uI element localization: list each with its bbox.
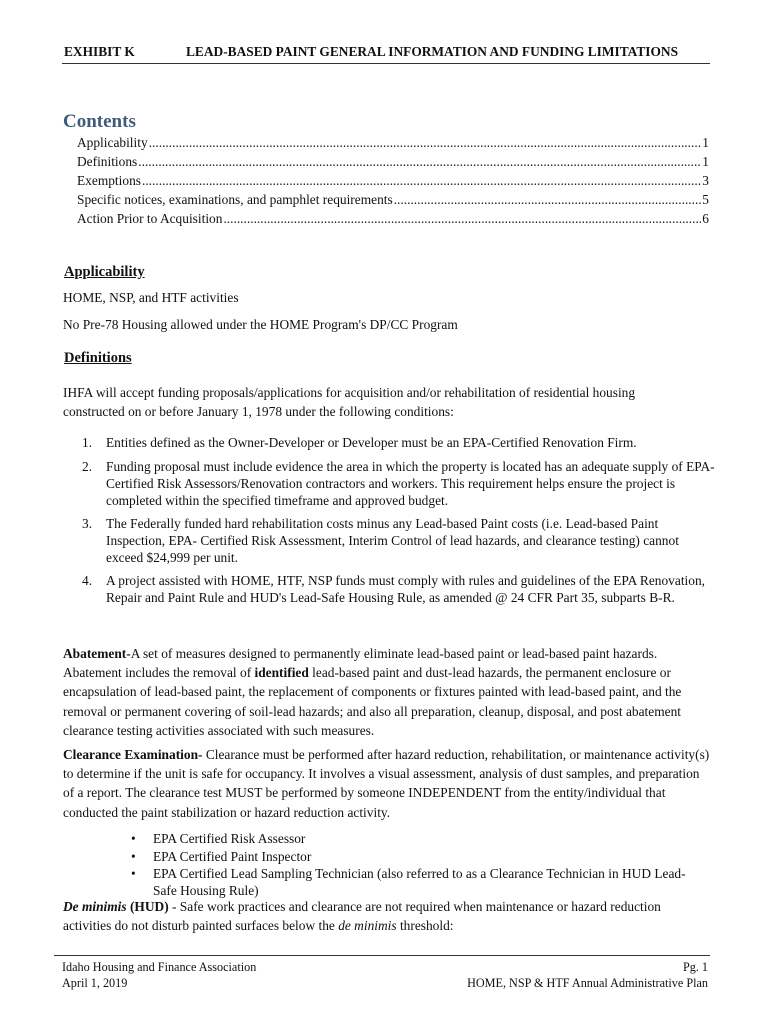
toc-leader [149,135,702,151]
toc-label: Applicability [77,135,148,150]
condition-text: The Federally funded hard rehabilitation costs minus any Lead-based Paint costs (i.e. Lead-based Paint Inspection, EPA- Certified Risk Assessment, Interim Control of lead hazards, and clearance testing) cannot exceed $24,999 per unit. [106,516,679,565]
deminimis-italic: de minimis [338,918,397,933]
bullet-text: EPA Certified Lead Sampling Technician (also referred to as a Clearance Technician in HUD Lead-Safe Housing Rule) [153,866,686,898]
condition-text: Funding proposal must include evidence the area in which the property is located has an adequate supply of EPA-Certified Risk Assessors/Renovation contractors and workers. This requirement helps ensure the project is completed within the specified timeframe and approved budget. [106,459,715,508]
applicability-line-2: No Pre-78 Housing allowed under the HOME Program's DP/CC Program [63,317,458,332]
toc-page: 1 [702,154,709,169]
abatement-text-b: lead-based paint and dust-lead hazards, the permanent enclosure or encapsulation of lead-based paint, the replacement of components or fixtures painted with lead-based paint, and the removal or permanent covering of soil-lead hazards; and also all preparation, cleanup, disposal, and post abatement clearance testing activities associated with such measures. [63,665,682,738]
footer-date: April 1, 2019 [62,976,128,990]
applicability-line-1: HOME, NSP, and HTF activities [63,290,239,305]
toc-leader [138,154,701,170]
toc-entry-exemptions[interactable] [77,173,709,191]
abatement-text-a: A set of measures designed to permanently eliminate lead-based paint or lead-based paint hazards. Abatement includes the removal of [63,646,658,681]
bullet-icon: • [131,866,136,881]
condition-text: Entities defined as the Owner-Developer or Developer must be an EPA-Certified Renovation Firm. [106,435,637,450]
toc-label: Definitions [77,154,138,169]
toc-page: 1 [702,135,709,150]
toc-entry-acquisition[interactable] [77,211,709,229]
bullet-text: EPA Certified Risk Assessor [153,831,306,846]
clearance-definition [63,745,711,822]
bullet-icon: • [131,831,136,846]
footer-page-number: Pg. 1 [682,960,708,974]
bullet-icon: • [131,849,136,864]
definitions-intro: IHFA will accept funding proposals/applications for acquisition and/or rehabilitation of residential housing constructed on or before January 1, 1978 under the following conditions: [63,385,636,419]
toc-label: Specific notices, examinations, and pamphlet requirements [77,192,393,207]
exhibit-label: EXHIBIT K [64,44,135,59]
page-header [62,42,710,64]
toc-leader [394,192,702,208]
toc-leader [142,173,701,189]
condition-number: 1. [82,435,93,450]
deminimis-term-rest: (HUD) [126,899,169,914]
abatement-term: Abatement- [63,646,131,661]
contents-heading: Contents [63,111,136,132]
footer-divider [54,955,710,956]
condition-text: A project assisted with HOME, HTF, NSP funds must comply with rules and guidelines of the EPA Renovation, Repair and Paint Rule and HUD's Lead-Safe Housing Rule, as amended @ 24 CFR Part 35, subparts B-R. [106,573,705,605]
toc-entry-definitions[interactable] [77,154,709,172]
toc-page: 3 [702,173,709,188]
condition-number: 3. [82,516,93,531]
toc-label: Exemptions [77,173,141,188]
clearance-text: Clearance must be performed after hazard reduction, rehabilitation, or maintenance activity(s) to determine if the unit is safe for occupancy. It involves a visual assessment, analysis of dust samples, and preparation of a report. The clearance test MUST be performed by someone INDEPENDENT from the entity/individual that conducted the paint stabilization or hazard reduction activity. [63,747,710,820]
deminimis-text-b: threshold: [396,918,454,933]
toc-label: Action Prior to Acquisition [77,211,223,226]
deminimis-text-a: - Safe work practices and clearance are not required when maintenance or hazard reduction activities do not disturb painted surfaces below the [63,899,661,933]
deminimis-term-italic: De minimis [63,899,127,914]
deminimis-definition [63,897,711,935]
toc-leader [223,211,701,227]
toc-entry-notices[interactable] [77,192,709,210]
condition-number: 4. [82,573,93,588]
toc-page: 6 [702,211,709,226]
clearance-term: Clearance Examination- [63,747,203,762]
footer-plan: HOME, NSP & HTF Annual Administrative Plan [467,976,708,990]
abatement-bold: identified [254,665,309,681]
toc-page: 5 [702,192,709,207]
toc-entry-applicability[interactable] [77,135,709,153]
applicability-heading: Applicability [64,264,145,280]
abatement-definition [63,644,711,740]
bullet-text: EPA Certified Paint Inspector [153,849,312,864]
condition-number: 2. [82,459,93,474]
footer-org: Idaho Housing and Finance Association [62,960,257,974]
definitions-heading: Definitions [64,350,132,366]
document-title: LEAD-BASED PAINT GENERAL INFORMATION AND FUNDING LIMITATIONS [186,44,679,59]
